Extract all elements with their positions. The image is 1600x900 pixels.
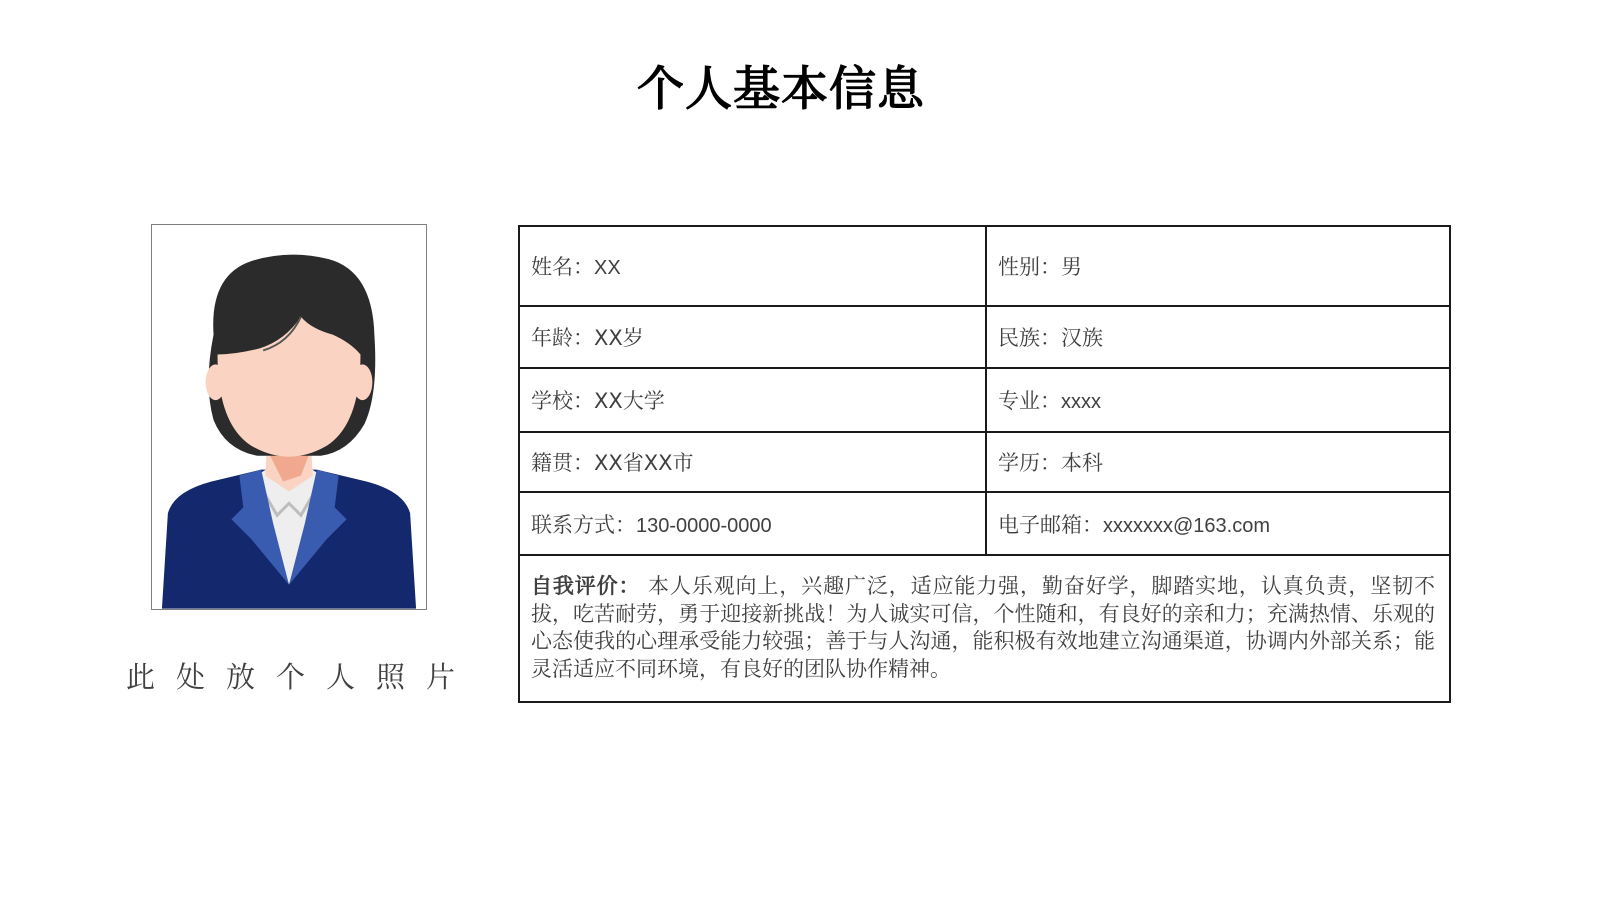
phone-value: 130-0000-0000 <box>636 514 772 537</box>
email-value: xxxxxxx@163.com <box>1103 514 1271 537</box>
education-value: 本科 <box>1061 451 1103 475</box>
age-value: XX岁 <box>594 326 644 350</box>
self-evaluation-cell <box>519 555 1450 702</box>
table-row <box>519 368 1450 432</box>
age-cell <box>519 306 986 368</box>
phone-cell <box>519 492 986 555</box>
self-evaluation-text: 本人乐观向上，兴趣广泛，适应能力强，勤奋好学，脚踏实地，认真负责，坚韧不拔，吃苦耐劳，勇于迎接新挑战！为人诚实可信，个性随和，有良好的亲和力；充满热情、乐观的心态使我的心理承受能力较强；善于与人沟通，能积极有效地建立沟通渠道，协调内外部关系；能灵活适应不同环境，有良好的团队协作精神。 <box>531 574 1435 681</box>
hometown-label: 籍贯： <box>531 451 594 475</box>
name-cell <box>519 226 986 306</box>
ethnicity-cell <box>986 306 1450 368</box>
table-row <box>519 226 1450 306</box>
hometown-cell <box>519 432 986 492</box>
name-label: 姓名： <box>531 255 594 279</box>
photo-caption: 此处放个人照片 <box>126 660 477 694</box>
table-row <box>519 492 1450 555</box>
gender-value: 男 <box>1061 255 1082 279</box>
ethnicity-label: 民族： <box>998 326 1061 350</box>
education-cell <box>986 432 1450 492</box>
page-title: 个人基本信息 <box>637 62 925 117</box>
gender-label: 性别： <box>998 255 1061 279</box>
school-value: XX大学 <box>594 389 665 413</box>
major-cell <box>986 368 1450 432</box>
major-value: xxxx <box>1061 391 1101 413</box>
school-label: 学校： <box>531 389 594 413</box>
email-cell <box>986 492 1450 555</box>
name-value: XX <box>594 257 621 279</box>
phone-label: 联系方式： <box>531 512 636 537</box>
table-row <box>519 432 1450 492</box>
education-label: 学历： <box>998 451 1061 475</box>
table-row <box>519 555 1450 702</box>
basic-info-table <box>518 225 1451 703</box>
avatar-placeholder-icon <box>152 225 426 609</box>
gender-cell <box>986 226 1450 306</box>
photo-placeholder[interactable] <box>151 224 427 610</box>
major-label: 专业： <box>998 389 1061 413</box>
email-label: 电子邮箱： <box>998 512 1103 537</box>
ethnicity-value: 汉族 <box>1061 326 1103 350</box>
self-evaluation-label: 自我评价： <box>531 574 641 598</box>
hometown-value: XX省XX市 <box>594 451 694 475</box>
school-cell <box>519 368 986 432</box>
age-label: 年龄： <box>531 326 594 350</box>
table-row <box>519 306 1450 368</box>
